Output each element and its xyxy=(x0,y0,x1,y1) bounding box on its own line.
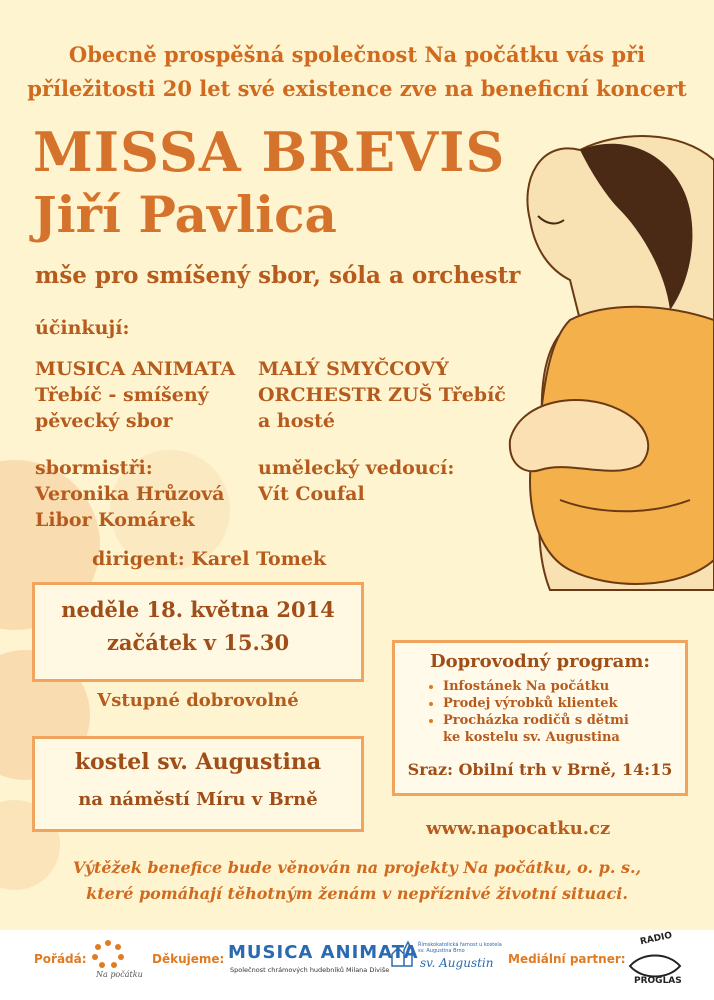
radio-label: RADIO xyxy=(639,930,674,948)
na-pocatku-logo-icon xyxy=(90,938,126,968)
orchestra-line: ORCHESTR ZUŠ Třebíč xyxy=(258,384,506,406)
program-item: ke kostelu sv. Augustina xyxy=(443,730,620,745)
augustin-parish-text: Římskokatolická farnost u kostela sv. Augustina Brno xyxy=(418,942,502,954)
orchestra-block xyxy=(258,356,506,434)
choir-block xyxy=(35,356,235,434)
event-subtitle: mše pro smíšený sbor, sóla a orchestr xyxy=(35,262,521,289)
conductor: dirigent: Karel Tomek xyxy=(92,548,327,570)
church-icon xyxy=(388,938,418,968)
media-partner-label: Mediální partner: xyxy=(508,952,626,966)
proceeds-line-1: Výtěžek benefice bude věnován na projekty Na počátku, o. p. s., xyxy=(72,858,642,877)
program-list xyxy=(395,678,685,746)
art-director-name: Vít Coufal xyxy=(258,483,365,505)
event-title: MISSA BREVIS xyxy=(33,120,506,184)
organizer-label: Pořádá: xyxy=(34,952,87,966)
program-item: • Procházka rodičů s dětmi xyxy=(443,712,685,729)
date-box xyxy=(32,582,364,682)
choirmaster-name: Veronika Hrůzová xyxy=(35,483,225,505)
orchestra-line: a hosté xyxy=(258,410,335,432)
orchestra-line: MALÝ SMYČCOVÝ xyxy=(258,358,449,380)
program-title: Doprovodný program: xyxy=(429,651,651,672)
accompanying-program-box xyxy=(392,640,688,796)
choir-line: Třebíč - smíšený xyxy=(35,384,209,406)
event-start: začátek v 15.30 xyxy=(106,630,290,655)
footer xyxy=(0,930,714,1000)
musica-animata-subtitle: Společnost chrámových hudebníků Milana Diviše xyxy=(230,966,390,974)
choir-line: MUSICA ANIMATA xyxy=(35,358,236,380)
intro-line-1: Obecně prospěšná společnost Na počátku vás při xyxy=(68,42,646,67)
art-director-label: umělecký vedoucí: xyxy=(258,457,455,479)
meeting-point: Sraz: Obilní trh v Brně, 14:15 xyxy=(407,760,673,779)
performers-label: účinkují: xyxy=(35,317,130,339)
program-item: • Infostánek Na počátku xyxy=(443,678,685,695)
venue-name: kostel sv. Augustina xyxy=(74,749,322,775)
program-item: • Prodej výrobků klientek xyxy=(443,695,685,712)
proceeds-line-2: které pomáhají těhotným ženám v nepříznivé životní situaci. xyxy=(86,884,628,903)
thanks-label: Děkujeme: xyxy=(152,952,225,966)
organizer-name: Na počátku xyxy=(96,970,143,979)
art-director-block xyxy=(258,455,454,507)
proceeds-text xyxy=(0,855,714,907)
venue-box xyxy=(32,736,364,832)
augustin-logo: sv. Augustin xyxy=(420,956,494,970)
venue-place: na náměstí Míru v Brně xyxy=(78,789,318,810)
admission: Vstupné dobrovolné xyxy=(97,690,299,711)
intro-text xyxy=(0,38,714,106)
proglas-label: PROGLAS xyxy=(634,976,682,986)
intro-line-2: příležitosti 20 let své existence zve na beneficní koncert xyxy=(27,76,687,101)
event-date: neděle 18. května 2014 xyxy=(61,597,335,622)
choirmasters-block xyxy=(35,455,224,533)
choirmasters-label: sbormistři: xyxy=(35,457,153,479)
musica-animata-logo: MUSICA ANIMATA xyxy=(228,942,419,963)
choir-line: pěvecký sbor xyxy=(35,410,173,432)
choirmaster-name: Libor Komárek xyxy=(35,509,195,531)
composer-name: Jiří Pavlica xyxy=(33,185,337,244)
website-link[interactable]: www.napocatku.cz xyxy=(426,818,611,839)
